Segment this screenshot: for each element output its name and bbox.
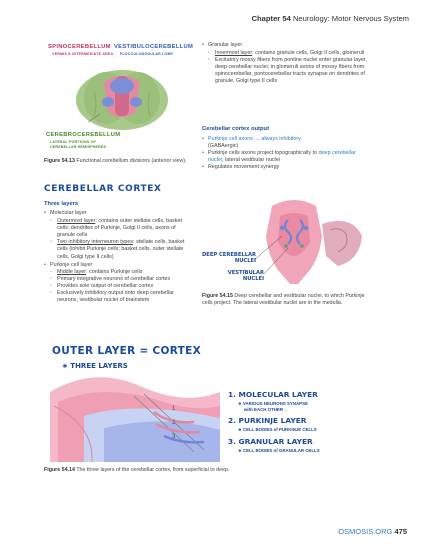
- two-inhibitory-text: : stellate cells, basket cells (inhibit Purkinje cells; basket cells, outer stellate cells, Golgi type II cells): [57, 239, 185, 260]
- layer3-sub1: ∗ CELL BODIES of GRANULAR CELLS: [238, 447, 320, 453]
- middle-label: Middle layer: [57, 268, 87, 275]
- subheading-three-layers: Three layers: [44, 201, 79, 207]
- layer1-sub1: ∗ VARIOUS NEURONS SYNAPSE: [238, 401, 308, 406]
- granular-list: [202, 42, 374, 86]
- vestibular-label-line1: VESTIBULAR: [227, 270, 264, 276]
- layer3-title: 3. GRANULAR LAYER: [228, 436, 313, 446]
- list-item: [44, 269, 194, 276]
- figure-54-14-subtitle: ∗ THREE LAYERS: [62, 362, 128, 370]
- excitatory-text: Excitatory mossy fibers from pontine nuclei enter granular layer, deep cerebellar nuclei; in glomeruli axons of mossy fibers from spinocerebellar, pontocerebellar tracts synapse on dendrites of granule, Golgi type II cells: [215, 57, 367, 85]
- section-title-cerebellar-cortex: CEREBELLAR CORTEX: [44, 184, 162, 194]
- layer-number-3: 3: [172, 434, 176, 440]
- page-footer: [338, 527, 407, 536]
- running-header: [252, 14, 409, 23]
- molecular-layer-text: Molecular layer: [50, 210, 87, 216]
- granular-layer-text: Granular layer: [208, 42, 243, 48]
- cerebrocerebellum-sublabel-2: CEREBELLAR HEMISPHERES: [50, 145, 107, 149]
- exclusively-text: Exclusively inhibitory output onto deep cerebellar neurons, vestibular nuclei of brainstem: [57, 290, 174, 304]
- innermost-label: Innermost layer: [215, 50, 253, 57]
- list-item: [44, 218, 194, 239]
- two-inhibitory-label: Two inhibitory interneuron types: [57, 239, 134, 246]
- out2-text-b: , lateral vestibular nuclei: [222, 157, 280, 164]
- deep-nuclei-label: [202, 252, 256, 264]
- deep-nuclei-link[interactable]: deep cerebellar nuclei: [208, 150, 356, 164]
- layer1-sub2: with EACH OTHER: [244, 406, 284, 412]
- innermost-text: : contains granule cells, Golgi II cells, glomeruli: [252, 50, 365, 57]
- figure-54-15: [202, 196, 374, 288]
- chapter-title: Neurology: Motor Nervous System: [292, 14, 409, 23]
- list-item: [202, 136, 372, 150]
- caption-number: Figure 54.13: [44, 158, 75, 164]
- list-item: [202, 164, 372, 171]
- list-item: [44, 276, 194, 283]
- vestibular-nuclei-label: [208, 270, 264, 282]
- list-item: [202, 50, 374, 57]
- layer-number-1: 1: [172, 406, 176, 412]
- layer1-title: 1. MOLECULAR LAYER: [228, 390, 318, 399]
- primary-text: Primary integrative neurons of cerebellar cortex: [57, 275, 171, 282]
- layer-number-2: 2: [172, 420, 176, 426]
- deep-label-line1: DEEP CEREBELLAR: [202, 252, 257, 258]
- list-item: [44, 283, 194, 290]
- list-item: [202, 57, 374, 85]
- list-item: [202, 42, 374, 49]
- figure-54-15-caption: [202, 293, 372, 307]
- list-item: [44, 262, 194, 269]
- list-item: [44, 290, 194, 304]
- output-list: [202, 136, 372, 171]
- page-number: 475: [394, 527, 407, 536]
- purkinje-layer-text: Purkinje cell layer: [50, 261, 93, 268]
- sole-output-text: Provides sole output of cerebellar cortex: [57, 282, 154, 289]
- caption-number: Figure 54.14: [44, 467, 75, 473]
- out2-text-a: Purkinje cells axons project topographically to: [208, 150, 319, 157]
- vestibular-label-line2: NUCLEI: [242, 276, 264, 283]
- cerebrocerebellum-sublabel-1: LATERAL PORTIONS OF: [50, 140, 96, 144]
- figure-54-14-title: OUTER LAYER = CORTEX: [52, 345, 201, 357]
- list-item: [44, 239, 194, 260]
- middle-text: : contains Purkinje cells: [86, 268, 143, 275]
- figure-54-14-caption: [44, 467, 384, 474]
- layers-list: [44, 210, 194, 304]
- caption-number: Figure 54.15: [202, 293, 233, 299]
- vestibulocerebellum-sublabel: FLOCCULONODULAR LOBE: [120, 52, 173, 56]
- list-item: [44, 210, 194, 217]
- caption-text: Functional cerebellum divisions (anterior view).: [76, 158, 187, 164]
- out3-text: Regulates movement synergy: [208, 164, 280, 171]
- layer2-title: 2. PURKINJE LAYER: [228, 416, 307, 425]
- list-item: [202, 150, 372, 164]
- cerebrocerebellum-label: CEREBROCEREBELLUM: [46, 132, 121, 138]
- spinocerebellum-sublabel: VERMIS & INTERMEDIATE AREA: [52, 52, 114, 56]
- caption-text: Deep cerebellar and vestibular nuclei, to which Purkinje cells project. The lateral vestibular nuclei are in the medulla.: [202, 293, 365, 307]
- site-link[interactable]: OSMOSIS.ORG: [338, 527, 393, 536]
- caption-text: The three layers of the cerebellar cortex, from superficial to deep.: [76, 467, 230, 473]
- outermost-label: Outermost layer: [57, 218, 96, 225]
- figure-54-13: [44, 42, 194, 150]
- layer2-sub1: ∗ CELL BODIES of PURKINJE CELLS: [238, 427, 317, 432]
- cortex-layers-illustration: [44, 372, 224, 462]
- layers-legend: [228, 390, 378, 453]
- deep-label-line2: NUCLEI: [234, 258, 256, 265]
- subheading-cortex-output: Cerebellar cortex output: [202, 126, 270, 132]
- vestibulocerebellum-label: VESTIBULOCEREBELLUM: [114, 44, 194, 50]
- out1-text-a: Purkinje cell axons → always inhibitory: [208, 136, 301, 142]
- spinocerebellum-label: SPINOCEREBELLUM: [48, 44, 111, 50]
- outermost-text: : contains outer stellate cells, basket cells; dendrites of Purkinje, Golgi II cells, axons of granule cells: [57, 218, 182, 239]
- chapter-number: Chapter 54: [251, 14, 291, 23]
- out1-text-b: (GABAergic): [208, 143, 239, 150]
- figure-54-13-caption: [44, 158, 194, 165]
